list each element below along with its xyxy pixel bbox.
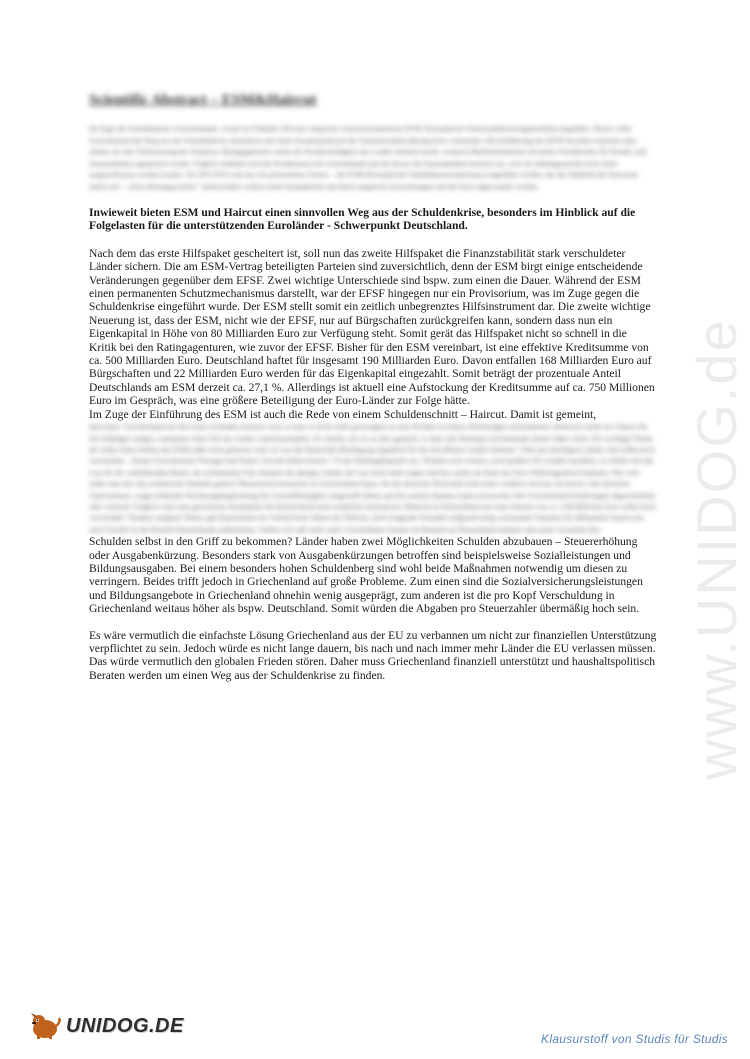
paragraph-conclusion: Es wäre vermutlich die einfachste Lösung Griechenland aus der EU zu verbannen um nicht zur finanziellen Unterstützung verpflichtet zu sein. Jedoch würde es nicht lange dauern, bis nach und nach immer mehr Länder die EU verlassen müssen. Das würde vermutlich den globalen Frieden stören. Daher muss Griechenland finanziell unterstützt und haushaltspolitisch Beraten werden um einen Weg aus der Schuldenkrise zu finden. bbox=[89, 628, 657, 682]
paragraph-debt-reduction: Schulden selbst in den Griff zu bekommen? Länder haben zwei Möglichkeiten Schulden abzubauen – Steuererhöhung oder Ausgabenkürzung. Besonders stark von Ausgabenkürzungen betroffen sind beispielsweise Sozialleistungen und Bildungsausgaben. Bei einem besonders hohen Schuldenberg sind wohl beide Maßnahmen notwendig um diesen zu verringern. Beides trifft jedoch in Griechenland auf große Probleme. Zum einen sind die Sozialversicherungsleistungen und Bildungsangebote in Griechenland ohnehin wenig ausgeprägt, zum anderen ist die pro Kopf Verschuldung in Griechenland weitaus höher als bspw. Deutschland. Somit würden die Abgaben pro Steuerzahler übermäßig hoch sein. bbox=[89, 535, 643, 616]
research-question-heading: Inwieweit bieten ESM und Haircut einen sinnvollen Weg aus der Schuldenkrise, besonders im Hinblick auf die Folgelasten für die unterstützenden Euroländer - Schwerpunkt Deutschland. bbox=[89, 206, 636, 233]
footer-tagline: Klausurstoff von Studis für Studis bbox=[541, 1032, 728, 1046]
paragraph-esm-comparison: Nach dem das erste Hilfspaket gescheitert ist, soll nun das zweite Hilfspaket die Finanzstabilität stark verschuldeter Länder sichern. Die am ESM-Vertrag beteiligten Parteien sind zuversichtlich, denn der ESM birgt einige entscheidende Veränderungen gegenüber dem EFSF. Zwei wichtige Unterschiede sind bspw. zum einen die Dauer. Während der ESM einen permanenten Schutzmechanismus darstellt, war der EFSF hingegen nur ein Provisorium, was im Zuge gegen die Schuldenkrise eingeführt wurde. Der ESM stellt somit ein zeitlich unbegrenztes Hilfsinstrument dar. Die zweite wichtige Neuerung ist, dass der ESM, nicht wie der EFSF, nur auf Bürgschaften zurückgreifen kann, sondern dass nun ein Eigenkapital in Höhe von 80 Milliarden Euro zur Verfügung steht. Somit gerät das Hilfspaket nicht so schnell in die Kritik bei den Ratingagenturen, wie zuvor der EFSF. Bisher für den ESM vereinbart, ist eine effektive Kreditsumme von ca. 500 Milliarden Euro. Deutschland haftet für insgesamt 190 Milliarden Euro. Davon entfallen 168 Milliarden Euro auf Bürgschaften und 22 Milliarden Euro werden für das Eigenkapital eingezahlt. Somit beträgt der prozentuale Anteil Deutschlands am ESM derzeit ca. 27,1 %. Allerdings ist aktuell eine Aufstockung der Kreditsumme auf ca. 750 Millionen Euro im Gespräch, was eine größere Beteiligung der Euro-Länder zur Folge hätte. bbox=[89, 246, 655, 408]
abstract-paragraph: Im Zuge der Schuldenkrise Griechenlands, wurde im Frühjahr 2010 der temporäre Schutzmechanismus EFSF (Europäische Finanzstabilisierungsfazilität) eingeführt. Dieser sollte Griechenland den Weg aus der Schuldenkrise erleichtern und einen Zusammenbruch der Gemeinschaftswährung Euro vermeiden. Die Einführung des EFSF bewirkte zunächst alles andere als eine Verbesserung der Situation, Ratingagenturen stufen die Kreditwürdigkeit des Landes deutlich herab, wodurch Marktteilnehmern ein hohes Ausfallrisiko für Kredite und Staatsanleihen signalisiert wurde. Folglich erhöhten sich die Kreditzinsen für Griechenland und die Kurse für Staatsanleihen brachen ein, weil ein Zahlungsausfall nicht mehr ausgeschlossen werden konnte. Ab 2012/2013 soll nun ein permanenter Schutz – der ESM (Europäischer Stabilitätsmechanismus) eingeführt werden, der die Stabilität der Eurozone retten soll – „Euro-Rettungsschirm“. Insbesondere sollten somit Staatspleiten und deren negativen Auswirkungen auf den Euro abgewendet werden. bbox=[89, 124, 647, 191]
dog-icon bbox=[28, 1012, 62, 1040]
document-body bbox=[89, 92, 657, 682]
paragraph-spacer bbox=[89, 616, 657, 629]
logo-text: UNIDOG.DE bbox=[66, 1014, 184, 1037]
watermark: www.UNIDOG.de bbox=[685, 318, 748, 780]
paragraph-haircut-blurred: dass bspw. Griechenland ein Teil seiner Schulden erlassen wird, so dass es nicht mehr gezwungen ist neue Kredite zu hohen Zinsbeträgen aufzunehmen. Dennoch würde sie Chance für die Gläubiger steigen, zumindest einen Teil des Geldes zurückzuerhalten. Es scheint, als sei an alles gedacht, so dass eine Rettung Griechenlands immer näher rückt. Ein wichtiger Punkt, der leider beim Aufbau des ESM außer Acht gelassen wird, ist was die finanzielle Beteiligung eigentlich für die betroffenen Länder bedeutet. Viele der beteiligten Länder sind selbst hoch verschuldet – Irland, Griechenland, Portugal und Irland. Sowohl fehlen bereits 7 % des Haftungskapitals aus. Würden noch weitere, auch größere EU-Länder ausfallen, so erhöht sich die Last für die verbleibenden Retter. Im schlimmsten Fall, könnten die übrigen Länder die Last nicht mehr tragen und das würde ein Ende der Euro-Währungsunion bedeuten. Wie weit sollte man also das solidarische Handeln gehen? Ökonomisch betrachtet ist Griechenland bspw. für die deutsche Wirtschaft nicht mehr wirklich relevant, da bereits viele deutsche Unternehmen, wegen fehlender Rechnungsbegleichung ihre Geschäftstätigkeit eingestellt haben und die meisten Banken haben inzwischen ihre Griechenland-Forderungen abgeschrieben oder verkauft. Folglich wäre eine griechische Staatspleite für Deutschland nicht sonderlich dramatisch. Dennoch ist Deutschland mit einer Summe von ca. 2,08 Billionen Euro selbst hoch verschuldet. Tendenz steigend. Bisher gab Deutschland als Vorbild beim Abbau der Defizite, doch steigende Schulden aufgrund stetig wachsender Summen für Hilfspakete lassen nun auch Zweifel an der Bonität Deutschlands aufkommen. Sollten sich alle nicht stark verschuldeten Staaten ein Beispiel an Deutschland nehmen und somit versuchen ihre bbox=[89, 422, 656, 534]
unidog-logo[interactable] bbox=[28, 1012, 184, 1040]
document-title: Scientific Abstract – ESM&Haircut bbox=[89, 92, 317, 108]
paragraph-haircut-intro: Im Zuge der Einführung des ESM ist auch die Rede von einem Schuldenschnitt – Haircut. Damit ist gemeint, bbox=[89, 407, 597, 421]
